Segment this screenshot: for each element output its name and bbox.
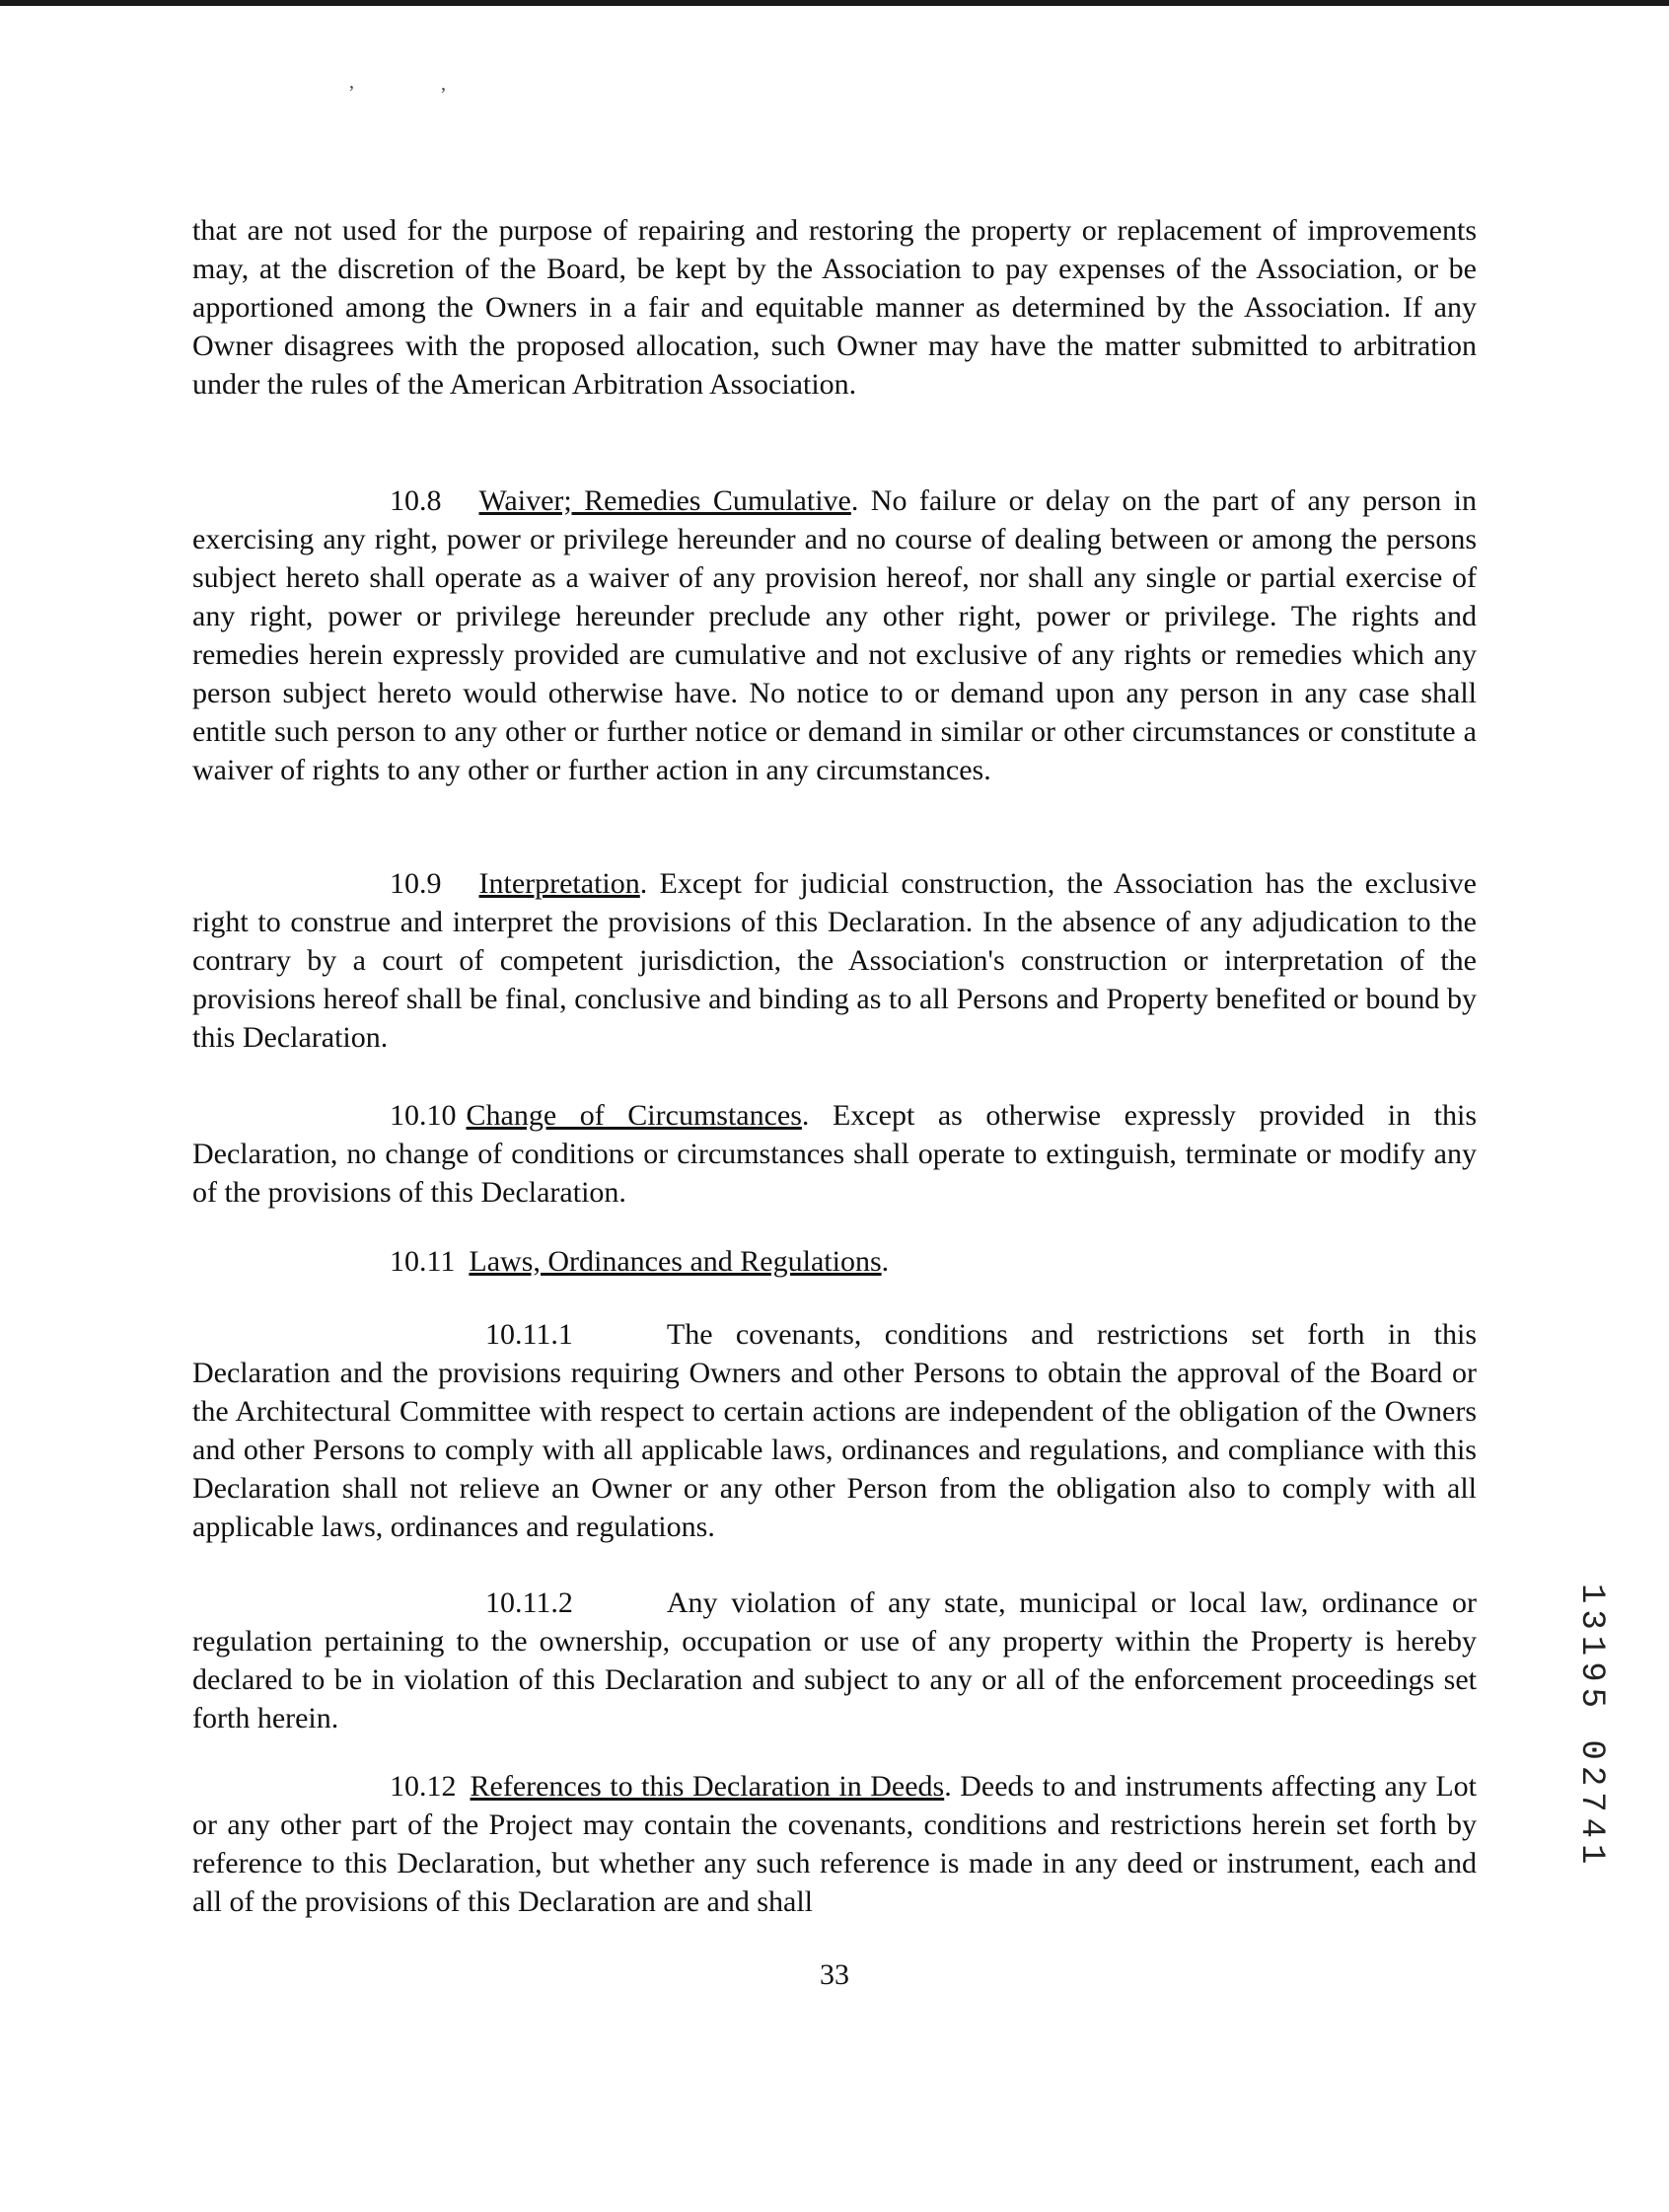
- section-10-11-2: [192, 1584, 1477, 1737]
- recording-stamp: 13195 02741: [1572, 1584, 1610, 1871]
- section-heading: Interpretation: [478, 867, 640, 900]
- section-10-8: [192, 481, 1477, 789]
- paragraph-text: that are not used for the purpose of repairing and restoring the property or replacement of improvements may, at the discretion of the Board, be kept by the Association to pay expenses of the Association, or be apportioned among the Owners in a fair and equitable manner as determined by the Association. If any Owner disagrees with the proposed allocation, such Owner may have the matter submitted to arbitration under the rules of the American Arbitration Association.: [192, 214, 1477, 401]
- section-heading: References to this Declaration in Deeds: [470, 1770, 945, 1803]
- section-number: 10.8: [390, 484, 442, 517]
- page-number: 33: [820, 1958, 849, 1991]
- section-number: 10.11.1: [485, 1318, 573, 1351]
- section-text: . Except as otherwise expressly provided in this Declaration, no change of conditions or circumstances shall operate to extinguish, terminate or modify any of the provisions of this Declaration.: [192, 1099, 1477, 1209]
- section-10-11-1: [192, 1315, 1477, 1546]
- section-10-9: [192, 864, 1477, 1057]
- section-number: 10.10: [390, 1099, 457, 1132]
- section-heading: Laws, Ordinances and Regulations: [469, 1245, 882, 1278]
- paragraph-continuation: [192, 211, 1477, 404]
- section-number: 10.11: [390, 1245, 456, 1278]
- section-number: 10.12: [390, 1770, 457, 1803]
- scan-speck: ,: [441, 73, 446, 95]
- section-heading: Waiver; Remedies Cumulative: [478, 484, 851, 517]
- section-10-12: [192, 1767, 1477, 1921]
- section-text: The covenants, conditions and restrictions set forth in this Declaration and the provisions requiring Owners and other Persons to obtain the approval of the Board or the Architectural Committee with respect to certain actions are independent of the obligation of the Owners and other Persons to comply with all applicable laws, ordinances and regulations, and compliance with this Declaration shall not relieve an Owner or any other Person from the obligation also to comply with all applicable laws, ordinances and regulations.: [192, 1318, 1477, 1543]
- section-text: . No failure or delay on the part of any person in exercising any right, power or privilege hereunder and no course of dealing between or among the persons subject hereto shall operate as a waiver of any provision hereof, nor shall any single or partial exercise of any right, power or privilege hereunder preclude any other right, power or privilege. The rights and remedies herein expressly provided are cumulative and not exclusive of any rights or remedies which any person subject hereto would otherwise have. No notice to or demand upon any person in any case shall entitle such person to any other or further notice or demand in similar or other circumstances or constitute a waiver of rights to any other or further action in any circumstances.: [192, 484, 1477, 786]
- top-border-rule: [0, 0, 1669, 6]
- section-text: Any violation of any state, municipal or local law, ordinance or regulation pertaining to the ownership, occupation or use of any property within the Property is hereby declared to be in violation of this Declaration and subject to any or all of the enforcement proceedings set forth herein.: [192, 1586, 1477, 1734]
- section-10-11: [192, 1242, 1477, 1281]
- section-text: .: [881, 1245, 890, 1278]
- scan-speck: ,: [349, 71, 354, 93]
- section-number: 10.11.2: [485, 1586, 573, 1619]
- section-heading: Change of Circumstances: [466, 1099, 802, 1132]
- section-text: . Except for judicial construction, the Association has the exclusive right to construe and interpret the provisions of this Declaration. In the absence of any adjudication to the contrary by a court of competent jurisdiction, the Association's construction or interpretation of the provisions hereof shall be final, conclusive and binding as to all Persons and Property benefited or bound by this Declaration.: [192, 867, 1477, 1054]
- section-10-10: [192, 1096, 1477, 1212]
- section-number: 10.9: [390, 867, 442, 900]
- section-text: . Deeds to and instruments affecting any Lot or any other part of the Project may contain the covenants, conditions and restrictions herein set forth by reference to this Declaration, but whether any such reference is made in any deed or instrument, each and all of the provisions of this Declaration are and shall: [192, 1770, 1477, 1918]
